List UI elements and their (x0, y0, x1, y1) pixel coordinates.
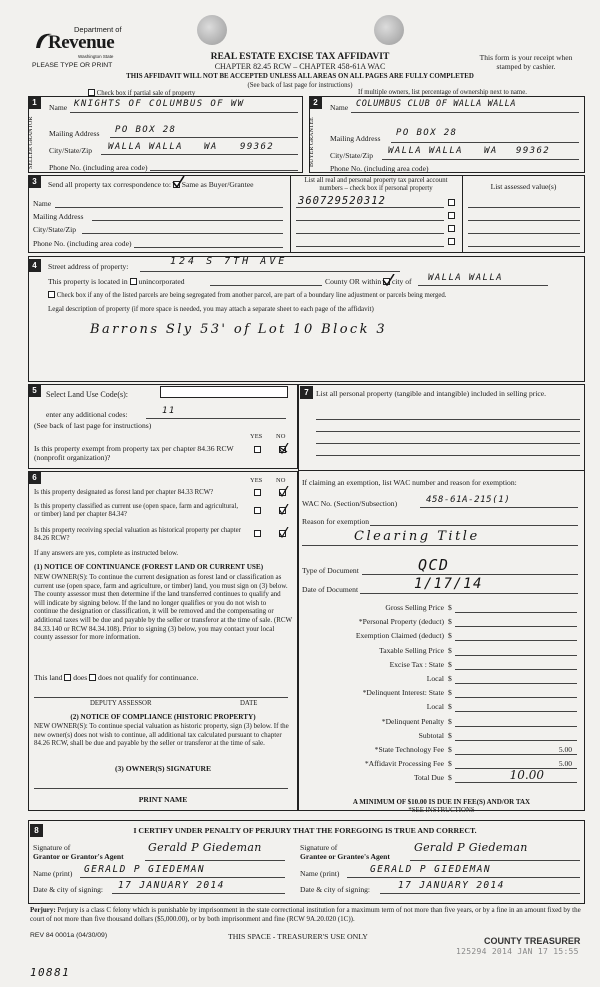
s5-see-back: (See back of last page for instructions) (34, 421, 152, 430)
fee-currency: $ (448, 603, 452, 612)
grantor-date-label: Date & city of signing: (33, 885, 104, 894)
legal-description[interactable]: Barrons Sly 53' of Lot 10 Block 3 (90, 322, 388, 337)
fee-currency: $ (448, 688, 452, 698)
fee-currency: $ (448, 716, 452, 726)
doc-type-label: Type of Document (302, 566, 359, 575)
fee-row (300, 631, 582, 645)
s2-mail[interactable]: PO BOX 28 (396, 128, 458, 138)
personal-property-label: List all personal property (tangible and intangible) included in selling price. (316, 389, 547, 398)
fee-label: *Affidavit Processing Fee (364, 759, 444, 769)
section-3-number: 3 (28, 175, 41, 188)
treasurer-space: THIS SPACE - TREASURER'S USE ONLY (228, 932, 368, 941)
segregated-checkbox[interactable] (48, 291, 55, 298)
doc-date-label: Date of Document (302, 585, 359, 594)
does-not-label: does not (98, 673, 124, 682)
minimum-note: A MINIMUM OF $10.00 IS DUE IN FEE(S) AND/OR TAX (352, 798, 531, 806)
unincorporated-checkbox[interactable] (130, 278, 137, 285)
s3-same-label: Same as Buyer/Grantee (181, 180, 254, 189)
s3-city-label: City/State/Zip (33, 225, 77, 234)
exemption-claim: If claiming an exemption, list WAC number and reason for exemption: (302, 478, 517, 487)
q2-no-checkbox[interactable] (279, 507, 286, 514)
logo-state: Washington State (78, 54, 114, 59)
logo-word: Revenue (48, 32, 115, 53)
s2-city-label: City/State/Zip (330, 151, 374, 160)
wac-label: WAC No. (Section/Subsection) (302, 499, 398, 508)
grantor-sig-label-2: Grantor or Grantor's Agent (33, 852, 124, 861)
notice-1-title: (1) NOTICE OF CONTINUANCE (FOREST LAND OR CURRENT USE) (34, 563, 264, 571)
notice-2-title: (2) NOTICE OF COMPLIANCE (HISTORIC PROPERTY) (70, 713, 256, 721)
perjury-label: Perjury: (30, 906, 56, 914)
fee-currency: $ (448, 745, 452, 754)
unincorporated-label: unincorporated (138, 277, 185, 286)
parcel-2-checkbox[interactable] (448, 212, 455, 219)
add-codes-label: enter any additional codes: (46, 410, 128, 419)
s1-zip[interactable]: 99362 (240, 142, 275, 152)
fee-row (300, 702, 582, 716)
if-any-text: If any answers are yes, complete as instructed below. (34, 550, 179, 557)
does-checkbox[interactable] (64, 674, 71, 681)
wac-number[interactable]: 458-61A-215(1) (426, 495, 511, 505)
doc-date[interactable]: 1/17/14 (414, 576, 483, 592)
notice-1-body: NEW OWNER(S): To continue the current designation as forest land or classification as current use (open space, farm and agriculture, or timber) land, you must sign on (3) below. The county assessor must then determine if the land transferred continues to qualify and will indicate by signing below. If the land no longer qualifies or you do not wish to continue the designation or classification, it will be removed and the compensating or additional taxes will be due and payable by the seller or transferor at the time of sale. (RCW 84.33.140 or RCW 84.34.108). Prior to signing (3) below, you may contact your local county assessor for more information. (34, 573, 293, 642)
checkmark-icon (279, 486, 289, 498)
partial-sale-label: Check box if partial sale of property (96, 90, 196, 97)
q3-no-checkbox[interactable] (279, 530, 286, 537)
grantor-sig-label-1: Signature of (33, 843, 71, 852)
grantee-signature[interactable]: Gerald P Giedeman (414, 841, 528, 854)
s6-no: NO (276, 477, 286, 484)
grantee-sig-label-2: Grantee or Grantee's Agent (300, 852, 390, 861)
s1-city-label: City/State/Zip (49, 146, 93, 155)
perjury-text: Perjury is a class C felony which is punishable by imprisonment in the state correctional institution for a maximum term of not more than five years, or by a fine in an amount fixed by the court of not more than five thousand dollars ($5,000.00), or by both imprisonment and fine (RCW 9A.20.020 (1C)). (30, 906, 581, 923)
fee-label: Gross Selling Price (385, 603, 444, 612)
grantee-name-label: Name (print) (300, 869, 340, 878)
section-8-number: 8 (30, 824, 43, 837)
fee-label: Exemption Claimed (deduct) (355, 631, 444, 641)
grantee-date[interactable]: 17 JANUARY 2014 (398, 880, 505, 891)
section-1-number: 1 (28, 96, 41, 109)
rev-number: REV 84 0001a (04/30/09) (30, 932, 108, 939)
s5-yes: YES (250, 433, 263, 440)
page-note: 10881 (30, 966, 71, 979)
checkmark-icon (279, 443, 289, 455)
located-label: This property is located in (48, 277, 128, 286)
segregated-line (48, 291, 447, 299)
fee-label: Local (426, 674, 444, 683)
fee-currency: $ (448, 773, 452, 783)
section-2-number: 2 (309, 96, 322, 109)
s2-name-label: Name (330, 103, 349, 112)
parcel-number[interactable]: 360729520312 (298, 195, 386, 207)
see-instructions: *SEE INSTRUCTIONS (408, 807, 475, 814)
does-label: does (73, 673, 88, 682)
parcel-4-checkbox[interactable] (448, 238, 455, 245)
exemption-reason[interactable]: Clearing Title (354, 529, 480, 544)
s1-mail[interactable]: PO BOX 28 (115, 125, 177, 135)
fee-row (300, 745, 582, 759)
grantor-name-label: Name (print) (33, 869, 73, 878)
see-back-text: (See back of last page for instructions) (247, 82, 353, 89)
section-6-number: 6 (28, 471, 41, 484)
q1-no-checkbox[interactable] (279, 489, 286, 496)
street-address[interactable]: 124 S 7TH AVE (170, 256, 288, 267)
fee-label: *Delinquent Penalty (381, 716, 444, 726)
multiple-owners: If multiple owners, list percentage of ownership next to name. (358, 89, 527, 96)
fee-row (300, 717, 582, 731)
s2-state[interactable]: WA (484, 146, 498, 156)
assessed-header: List assessed value(s) (490, 182, 557, 191)
fee-currency: $ (448, 759, 452, 769)
s6-q1: Is this property designated as forest land per chapter 84.33 RCW? (34, 489, 214, 496)
fee-currency: $ (448, 659, 452, 669)
q1-yes-checkbox[interactable] (254, 489, 261, 496)
section-7-number: 7 (300, 386, 313, 399)
q2-yes-checkbox[interactable] (254, 507, 261, 514)
warning-text: THIS AFFIDAVIT WILL NOT BE ACCEPTED UNLESS ALL AREAS ON ALL PAGES ARE FULLY COMPLETED (126, 73, 474, 80)
section-4-number: 4 (28, 259, 41, 272)
doc-type[interactable]: QCD (418, 556, 450, 574)
checkmark-icon (279, 527, 289, 539)
grantee-date-label: Date & city of signing: (300, 885, 371, 894)
fee-row (300, 646, 582, 660)
grantor-signature[interactable]: Gerald P Giedeman (148, 841, 262, 854)
s3-phone-label: Phone No. (including area code) (33, 239, 132, 248)
street-label: Street address of property: (48, 262, 129, 271)
s1-name-label: Name (49, 103, 68, 112)
fee-value[interactable]: 5.00 (558, 745, 572, 754)
grantee-sig-label-1: Signature of (300, 843, 338, 852)
fee-value[interactable]: 10.00 (509, 768, 544, 783)
s1-mail-label: Mailing Address (49, 129, 100, 138)
fee-currency: $ (448, 674, 452, 683)
located-line (48, 277, 185, 286)
s6-q2: Is this property classified as current use (open space, farm and agricultural, or timber) land per chapter 84.34? (34, 503, 239, 518)
fee-row (300, 617, 582, 631)
s3-name-label: Name (33, 199, 52, 208)
type-or-print: PLEASE TYPE OR PRINT (32, 62, 113, 69)
fee-label: Subtotal (418, 730, 444, 740)
fee-value[interactable]: 5.00 (558, 759, 572, 769)
fee-label: Taxable Selling Price (379, 645, 444, 655)
s2-city[interactable]: WALLA WALLA (388, 146, 464, 156)
s2-mail-label: Mailing Address (330, 134, 381, 143)
add-codes[interactable]: 11 (162, 406, 176, 416)
legal-label: Legal description of property (if more space is needed, you may attach a separate sheet to each page of the affidavit) (48, 305, 374, 313)
section-5-number: 5 (28, 384, 41, 397)
fee-label: *Personal Property (deduct) (358, 617, 444, 627)
notice-2-body: NEW OWNER(S): To continue special valuation as historic property, sign (3) below. If the new owner(s) does not wish to continue, all additional tax calculated pursuant to chapter 84.26 RCW, shall be due and payable by the seller or transferor at the time of sale. (34, 722, 289, 748)
s5-no: NO (276, 433, 286, 440)
grantee-name[interactable]: GERALD P GIEDEMAN (370, 864, 492, 875)
logo (34, 22, 144, 62)
receipt-note: This form is your receipt when stamped by cashier. (479, 53, 573, 71)
print-name: PRINT NAME (138, 795, 188, 804)
fee-label: Local (426, 702, 444, 712)
s3-mail-label: Mailing Address (33, 212, 84, 221)
exempt-question: Is this property exempt from property tax per chapter 84.36 RCW (nonprofit organization)? (34, 444, 234, 462)
fee-label: Total Due (413, 773, 444, 783)
grantor-date[interactable]: 17 JANUARY 2014 (118, 880, 225, 891)
checkmark-icon (279, 504, 289, 516)
fee-table (300, 603, 582, 788)
city-of-checkbox[interactable] (383, 278, 390, 285)
punch-hole-left (197, 15, 227, 45)
segregated-label: Check box if any of the listed parcels are being segregated from another parcel, are part of a boundary line adjustment or parcels being merged. (56, 292, 447, 299)
s6-q3: Is this property receiving special valuation as historical property per chapter 84.26 RCW? (34, 527, 241, 542)
checkmark-icon (382, 274, 395, 286)
certify-text: I CERTIFY UNDER PENALTY OF PERJURY THAT THE FOREGOING IS TRUE AND CORRECT. (133, 826, 477, 835)
fee-row (300, 731, 582, 745)
s6-yes: YES (250, 477, 263, 484)
exempt-no-checkbox[interactable] (279, 446, 286, 453)
property-city[interactable]: WALLA WALLA (428, 273, 504, 283)
seller-label: SELLER GRANTOR (28, 116, 34, 169)
fee-label: *Delinquent Interest: State (362, 688, 444, 698)
fee-row (300, 660, 582, 674)
county-within (325, 277, 412, 286)
land-use-label: Select Land Use Code(s): (46, 390, 128, 399)
s1-state[interactable]: WA (204, 142, 218, 152)
logo-dept: Department of (74, 25, 122, 34)
grantor-name[interactable]: GERALD P GIEDEMAN (84, 864, 206, 875)
continuance-line (34, 673, 198, 682)
parcel-1-checkbox[interactable] (448, 199, 455, 206)
does-not-checkbox[interactable] (89, 674, 96, 681)
fee-label: *State Technology Fee (374, 745, 444, 754)
q3-yes-checkbox[interactable] (254, 530, 261, 537)
city-of-label: city of (391, 277, 412, 286)
fee-currency: $ (448, 730, 452, 740)
notice-3-title: (3) OWNER(S) SIGNATURE (114, 764, 212, 773)
this-land-label: This land (34, 673, 63, 682)
fee-row (300, 688, 582, 702)
form-subtitle: CHAPTER 82.45 RCW – CHAPTER 458-61A WAC (214, 62, 386, 71)
fee-row (300, 768, 582, 787)
s3-send (48, 180, 253, 189)
fee-label: Excise Tax : State (389, 659, 444, 669)
s2-zip[interactable]: 99362 (516, 146, 551, 156)
s3-send-label: Send all property tax correspondence to: (48, 180, 171, 189)
deputy-date: DATE (240, 700, 258, 707)
deputy-assessor: DEPUTY ASSESSOR (90, 700, 152, 707)
reason-label: Reason for exemption (302, 517, 370, 526)
fee-currency: $ (448, 617, 452, 627)
fee-currency: $ (448, 645, 452, 655)
stamp-number: 125294 2014 JAN 17 15:55 (456, 947, 579, 956)
exempt-yes-checkbox[interactable] (254, 446, 261, 453)
s1-name[interactable]: KNIGHTS OF COLUMBUS OF WW (74, 99, 245, 109)
fee-currency: $ (448, 702, 452, 712)
parcel-header: List all real and personal property tax parcel account numbers – check box if personal property (304, 177, 448, 192)
s2-name[interactable]: COLUMBUS CLUB OF WALLA WALLA (356, 99, 517, 109)
fee-currency: $ (448, 631, 452, 641)
stamp-title: COUNTY TREASURER (484, 936, 581, 946)
buyer-label: BUYER GRANTEE (309, 117, 315, 168)
same-as-buyer-checkbox[interactable] (173, 181, 180, 188)
perjury-notice (30, 906, 585, 924)
form-title: REAL ESTATE EXCISE TAX AFFIDAVIT (210, 51, 390, 62)
checkmark-icon (172, 176, 185, 188)
punch-hole-right (374, 15, 404, 45)
s1-phone-label: Phone No. (including area code) (49, 163, 148, 172)
qualify-label: qualify for continuance. (125, 673, 199, 682)
fee-row (300, 603, 582, 617)
land-use-select[interactable] (160, 386, 288, 398)
s1-city[interactable]: WALLA WALLA (108, 142, 184, 152)
s2-phone-label: Phone No. (including area code) (330, 164, 429, 173)
parcel-3-checkbox[interactable] (448, 225, 455, 232)
partial-sale-checkbox[interactable] (88, 89, 95, 96)
fee-row (300, 674, 582, 688)
county-label: County OR within (325, 277, 382, 286)
